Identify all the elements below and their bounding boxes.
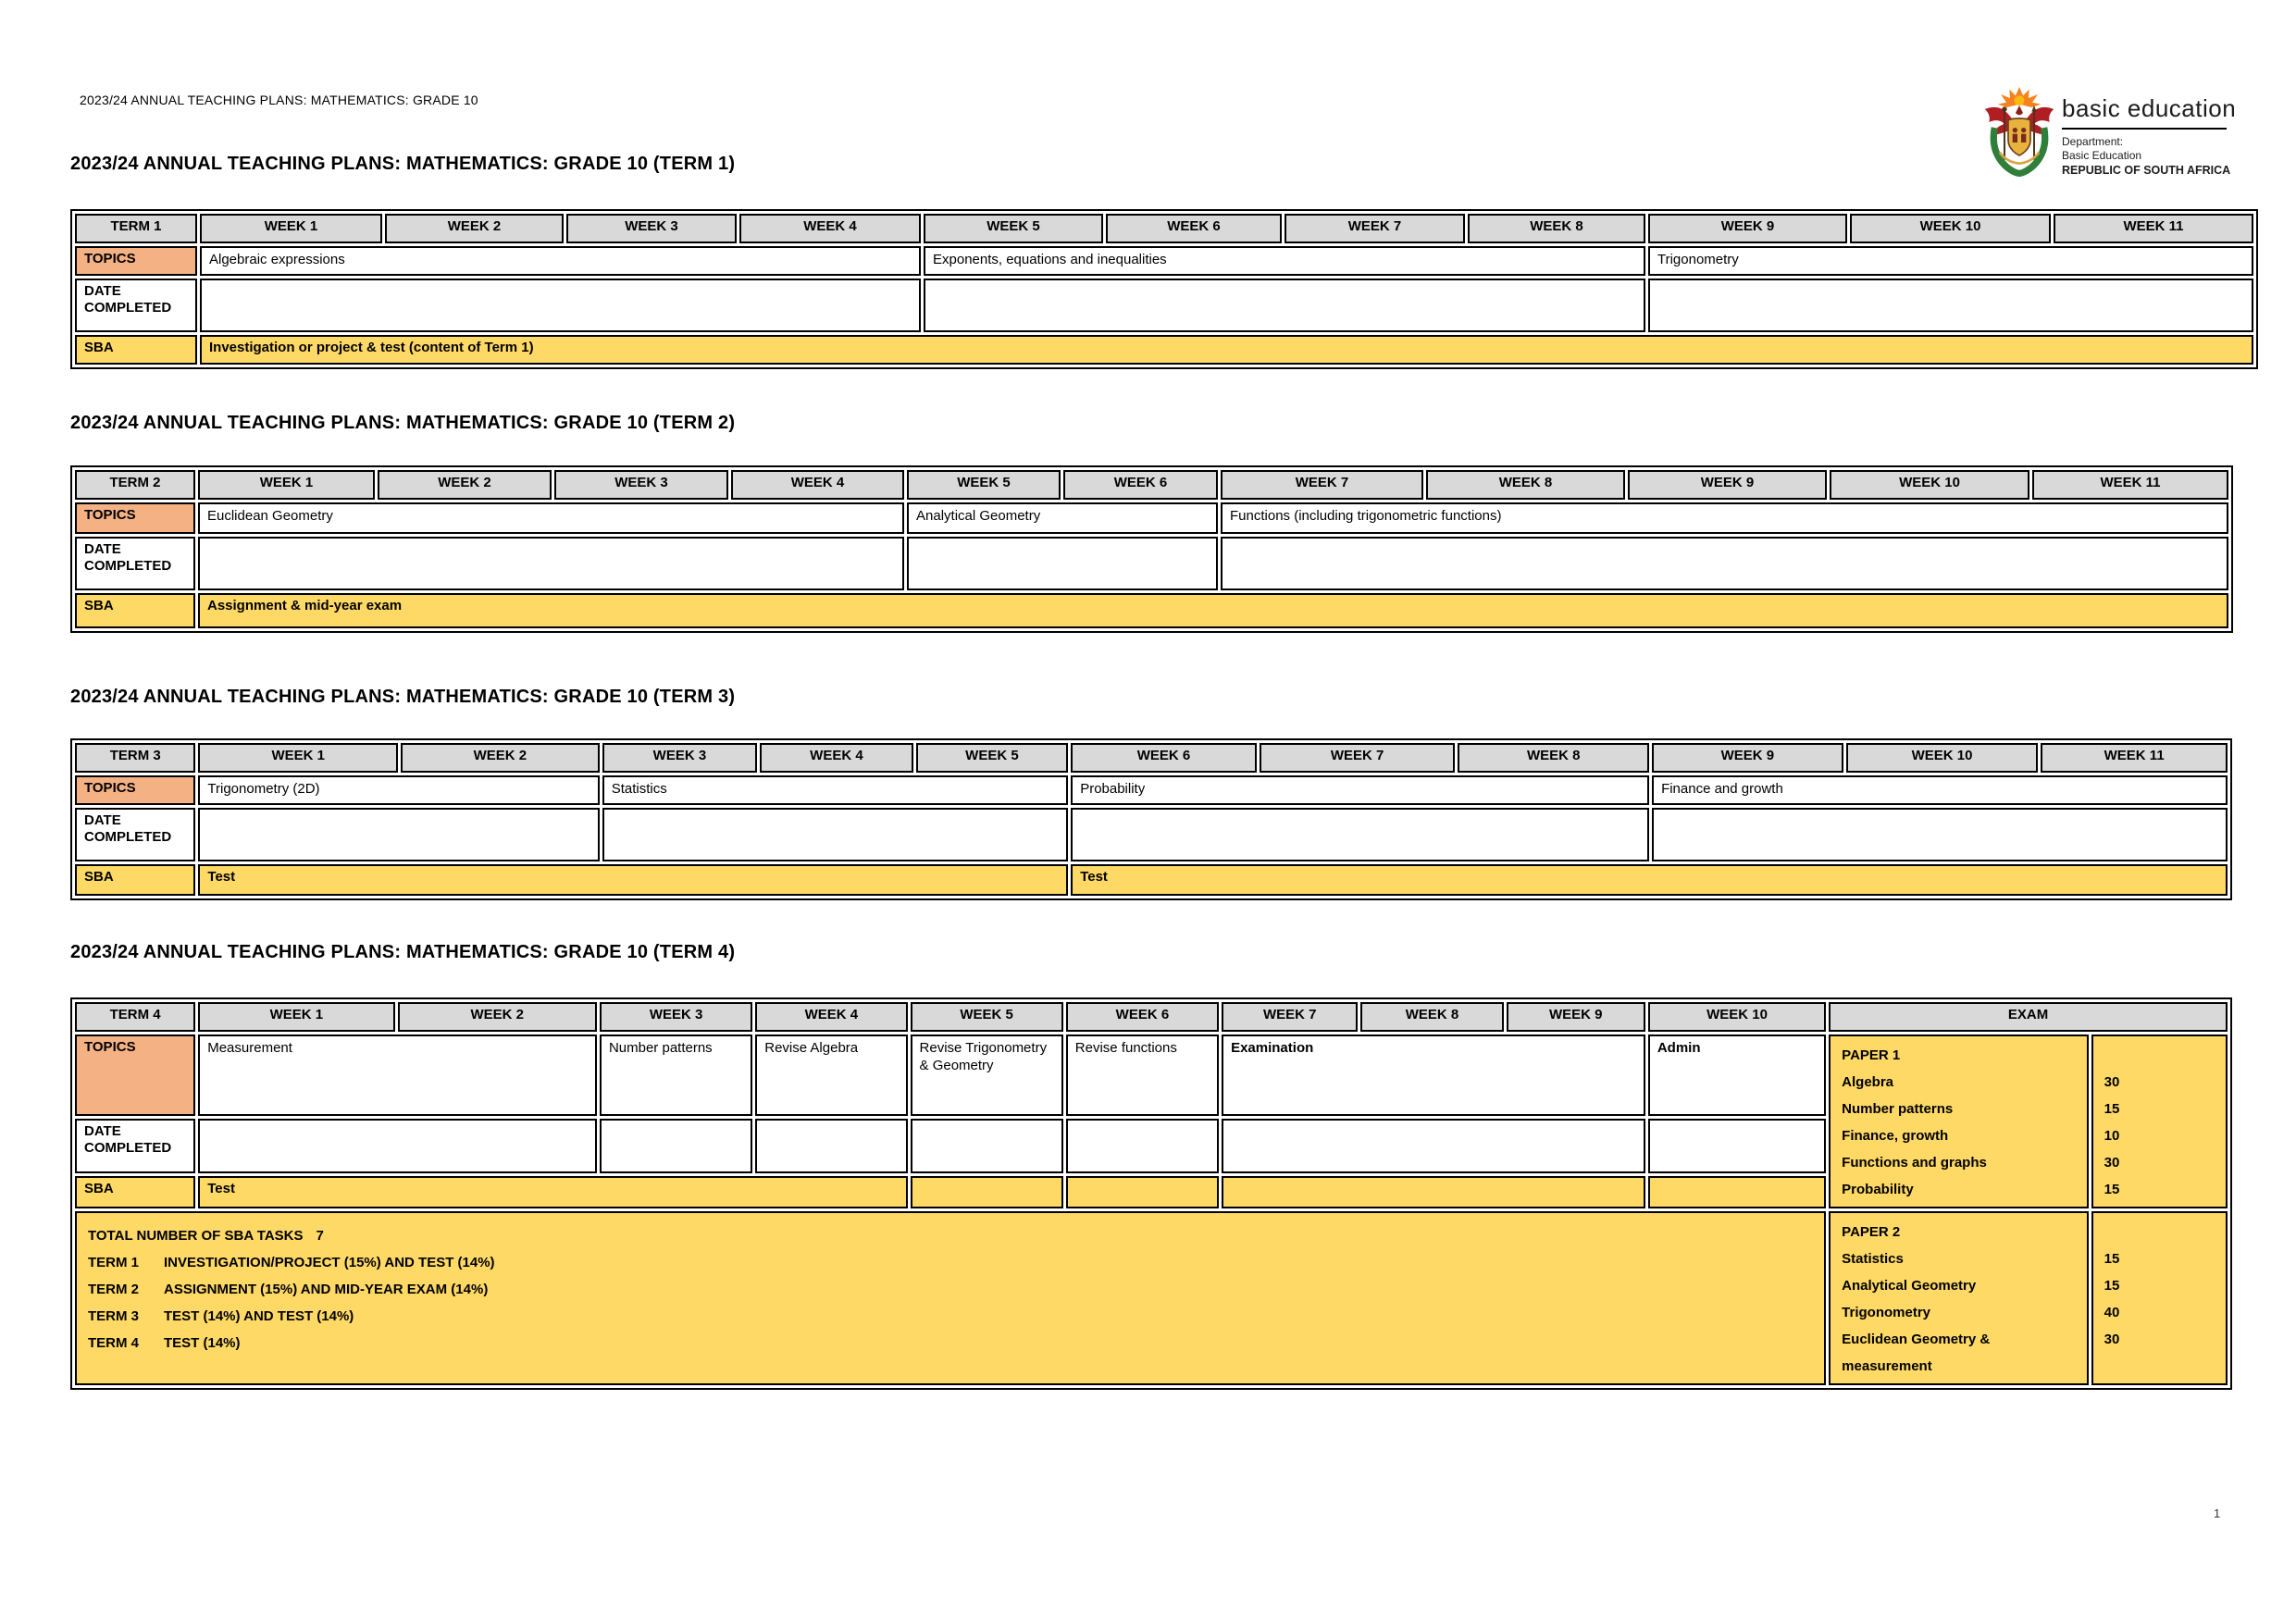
week-header: WEEK 3 (554, 470, 728, 500)
term1-header-row (75, 214, 2253, 243)
week-header: WEEK 6 (1066, 1002, 1219, 1032)
week-header: WEEK 5 (924, 214, 1103, 243)
week-header: WEEK 10 (1846, 743, 2039, 773)
date-completed-label: DATE COMPLETED (75, 537, 195, 590)
week-header: WEEK 7 (1285, 214, 1465, 243)
date-completed-cell (1648, 279, 2253, 332)
term2-date-row (75, 537, 2228, 590)
topic-cell-examination: Examination (1222, 1035, 1645, 1116)
term3-header-row (75, 743, 2228, 773)
topic-cell: Euclidean Geometry (198, 502, 904, 534)
term4-topics-row (75, 1035, 2228, 1116)
summary-total-line: TOTAL NUMBER OF SBA TASKS 7 (88, 1228, 324, 1244)
week-header: WEEK 11 (2032, 470, 2228, 500)
term3-table (70, 738, 2232, 900)
term2-table (70, 465, 2233, 633)
week-header: WEEK 3 (600, 1002, 752, 1032)
date-completed-label: DATE COMPLETED (75, 279, 197, 332)
sba-summary-row (75, 1211, 2228, 1385)
week-header: WEEK 2 (378, 470, 552, 500)
sba-summary (75, 1211, 1826, 1385)
date-completed-cell (1071, 808, 1649, 861)
topics-label: TOPICS (75, 1035, 195, 1116)
date-completed-cell (1648, 1119, 1826, 1173)
week-header: WEEK 10 (1830, 470, 2029, 500)
sba-cell (911, 1176, 1063, 1208)
week-header: WEEK 1 (198, 743, 398, 773)
term3-date-row (75, 808, 2228, 861)
date-completed-cell (198, 808, 599, 861)
term4-table (70, 997, 2232, 1390)
date-completed-cell (1652, 808, 2228, 861)
week-header: WEEK 10 (1648, 1002, 1826, 1032)
logo-brand: basic education (2062, 94, 2237, 122)
date-completed-label: DATE COMPLETED (75, 1119, 195, 1173)
week-header: WEEK 11 (2054, 214, 2253, 243)
topic-cell: Algebraic expressions (200, 246, 921, 276)
topic-cell-admin: Admin (1648, 1035, 1826, 1116)
week-header: WEEK 4 (755, 1002, 907, 1032)
topic-cell: Finance and growth (1652, 775, 2228, 805)
topics-label: TOPICS (75, 502, 195, 534)
sba-cell: Test (198, 1176, 907, 1208)
date-completed-cell (1222, 1119, 1645, 1173)
term3-topics-row (75, 775, 2228, 805)
topic-cell: Measurement (198, 1035, 597, 1116)
term1-topics-row (75, 246, 2253, 276)
week-header: WEEK 3 (566, 214, 737, 243)
topic-cell: Revise Trigonometry & Geometry (911, 1035, 1063, 1116)
date-completed-label: DATE COMPLETED (75, 808, 195, 861)
week-header: WEEK 6 (1063, 470, 1218, 500)
term4-title: 2023/24 ANNUAL TEACHING PLANS: MATHEMATICS: GRADE 10 (TERM 4) (70, 942, 736, 962)
sba-label: SBA (75, 593, 195, 628)
week-header: WEEK 2 (401, 743, 600, 773)
week-header: WEEK 8 (1458, 743, 1649, 773)
term1-sba-row (75, 335, 2253, 365)
week-header: WEEK 2 (398, 1002, 597, 1032)
week-header: WEEK 9 (1507, 1002, 1645, 1032)
basic-education-logo (1982, 81, 2236, 180)
date-completed-cell (907, 537, 1218, 590)
logo-department-name: Basic Education (2062, 149, 2142, 162)
term4-header-row (75, 1002, 2228, 1032)
topic-cell: Functions (including trigonometric functions) (1221, 502, 2228, 534)
logo-divider (2062, 128, 2227, 130)
week-header: WEEK 5 (911, 1002, 1063, 1032)
week-header: WEEK 10 (1850, 214, 2051, 243)
sba-cell (1222, 1176, 1645, 1208)
topic-cell: Number patterns (600, 1035, 752, 1116)
exam-paper1-marks: 30 15 10 30 15 (2091, 1035, 2228, 1208)
week-header: WEEK 11 (2041, 743, 2228, 773)
week-header: WEEK 4 (731, 470, 904, 500)
topic-cell: Exponents, equations and inequalities (924, 246, 1645, 276)
term1-date-row (75, 279, 2253, 332)
date-completed-cell (200, 279, 921, 332)
topics-label: TOPICS (75, 775, 195, 805)
paper1-title: PAPER 1 (1842, 1047, 1901, 1063)
week-header: WEEK 1 (200, 214, 382, 243)
topic-cell: Analytical Geometry (907, 502, 1218, 534)
term3-title: 2023/24 ANNUAL TEACHING PLANS: MATHEMATICS: GRADE 10 (TERM 3) (70, 687, 736, 707)
week-header: WEEK 7 (1260, 743, 1456, 773)
term1-table (70, 209, 2258, 369)
week-header: WEEK 8 (1426, 470, 1625, 500)
week-header: WEEK 1 (198, 470, 375, 500)
week-header: WEEK 1 (198, 1002, 394, 1032)
sba-cell: Test (1071, 864, 2228, 896)
week-header: WEEK 8 (1468, 214, 1645, 243)
exam-paper2-marks: 15 15 40 30 (2091, 1211, 2228, 1385)
date-completed-cell (198, 537, 904, 590)
summary-term3-line: TERM 3 TEST (14%) AND TEST (14%) (88, 1308, 354, 1324)
date-completed-cell (924, 279, 1645, 332)
sba-label: SBA (75, 1176, 195, 1208)
week-header: WEEK 4 (760, 743, 913, 773)
paper2-title: PAPER 2 (1842, 1224, 1901, 1240)
summary-term1-line: TERM 1 INVESTIGATION/PROJECT (15%) AND TEST (14%) (88, 1255, 495, 1270)
week-header: WEEK 9 (1648, 214, 1847, 243)
exam-paper2-topics: PAPER 2 Statistics Analytical Geometry Trigonometry Euclidean Geometry & measurement (1829, 1211, 2088, 1385)
term-label: TERM 3 (75, 743, 195, 773)
summary-term2-line: TERM 2 ASSIGNMENT (15%) AND MID-YEAR EXAM (14%) (88, 1282, 489, 1297)
date-completed-cell (911, 1119, 1063, 1173)
date-completed-cell (602, 808, 1069, 861)
document-header: 2023/24 ANNUAL TEACHING PLANS: MATHEMATICS: GRADE 10 (80, 93, 478, 107)
week-header: WEEK 7 (1222, 1002, 1358, 1032)
logo-country: REPUBLIC OF SOUTH AFRICA (2062, 164, 2231, 177)
term-label: TERM 4 (75, 1002, 195, 1032)
date-completed-cell (600, 1119, 752, 1173)
week-header: WEEK 2 (385, 214, 564, 243)
summary-term4-line: TERM 4 TEST (14%) (88, 1335, 241, 1351)
topics-label: TOPICS (75, 246, 197, 276)
logo-department-label: Department: (2062, 135, 2124, 148)
week-header: WEEK 5 (907, 470, 1061, 500)
week-header: WEEK 7 (1221, 470, 1423, 500)
date-completed-cell (1221, 537, 2228, 590)
sba-label: SBA (75, 864, 195, 896)
term2-header-row (75, 470, 2228, 500)
sba-cell: Assignment & mid-year exam (198, 593, 2228, 628)
date-completed-cell (1066, 1119, 1219, 1173)
term1-title: 2023/24 ANNUAL TEACHING PLANS: MATHEMATICS: GRADE 10 (TERM 1) (70, 154, 736, 174)
term-label: TERM 1 (75, 214, 197, 243)
sba-cell: Test (198, 864, 1068, 896)
date-completed-cell (198, 1119, 597, 1173)
term2-sba-row (75, 593, 2228, 628)
term2-title: 2023/24 ANNUAL TEACHING PLANS: MATHEMATICS: GRADE 10 (TERM 2) (70, 413, 736, 433)
term3-sba-row (75, 864, 2228, 896)
week-header: WEEK 4 (739, 214, 921, 243)
page-number: 1 (2214, 1506, 2221, 1520)
exam-header: EXAM (1829, 1002, 2228, 1032)
topic-cell: Statistics (602, 775, 1069, 805)
topic-cell: Revise Algebra (755, 1035, 907, 1116)
week-header: WEEK 6 (1071, 743, 1257, 773)
topic-cell: Trigonometry (2D) (198, 775, 599, 805)
week-header: WEEK 9 (1652, 743, 1843, 773)
week-header: WEEK 6 (1106, 214, 1282, 243)
topic-cell: Trigonometry (1648, 246, 2253, 276)
topic-cell: Revise functions (1066, 1035, 1219, 1116)
week-header: WEEK 3 (602, 743, 758, 773)
week-header: WEEK 9 (1628, 470, 1827, 500)
term2-topics-row (75, 502, 2228, 534)
date-completed-cell (755, 1119, 907, 1173)
coat-of-arms-icon (1982, 87, 2056, 180)
term-label: TERM 2 (75, 470, 195, 500)
sba-label: SBA (75, 335, 197, 365)
exam-paper1-topics: PAPER 1 Algebra Number patterns Finance, growth Functions and graphs Probability (1829, 1035, 2088, 1208)
sba-cell (1648, 1176, 1826, 1208)
topic-cell: Probability (1071, 775, 1649, 805)
logo-text-block (2062, 81, 2236, 178)
sba-cell: Investigation or project & test (content of Term 1) (200, 335, 2253, 365)
week-header: WEEK 8 (1360, 1002, 1503, 1032)
week-header: WEEK 5 (916, 743, 1069, 773)
sba-cell (1066, 1176, 1219, 1208)
